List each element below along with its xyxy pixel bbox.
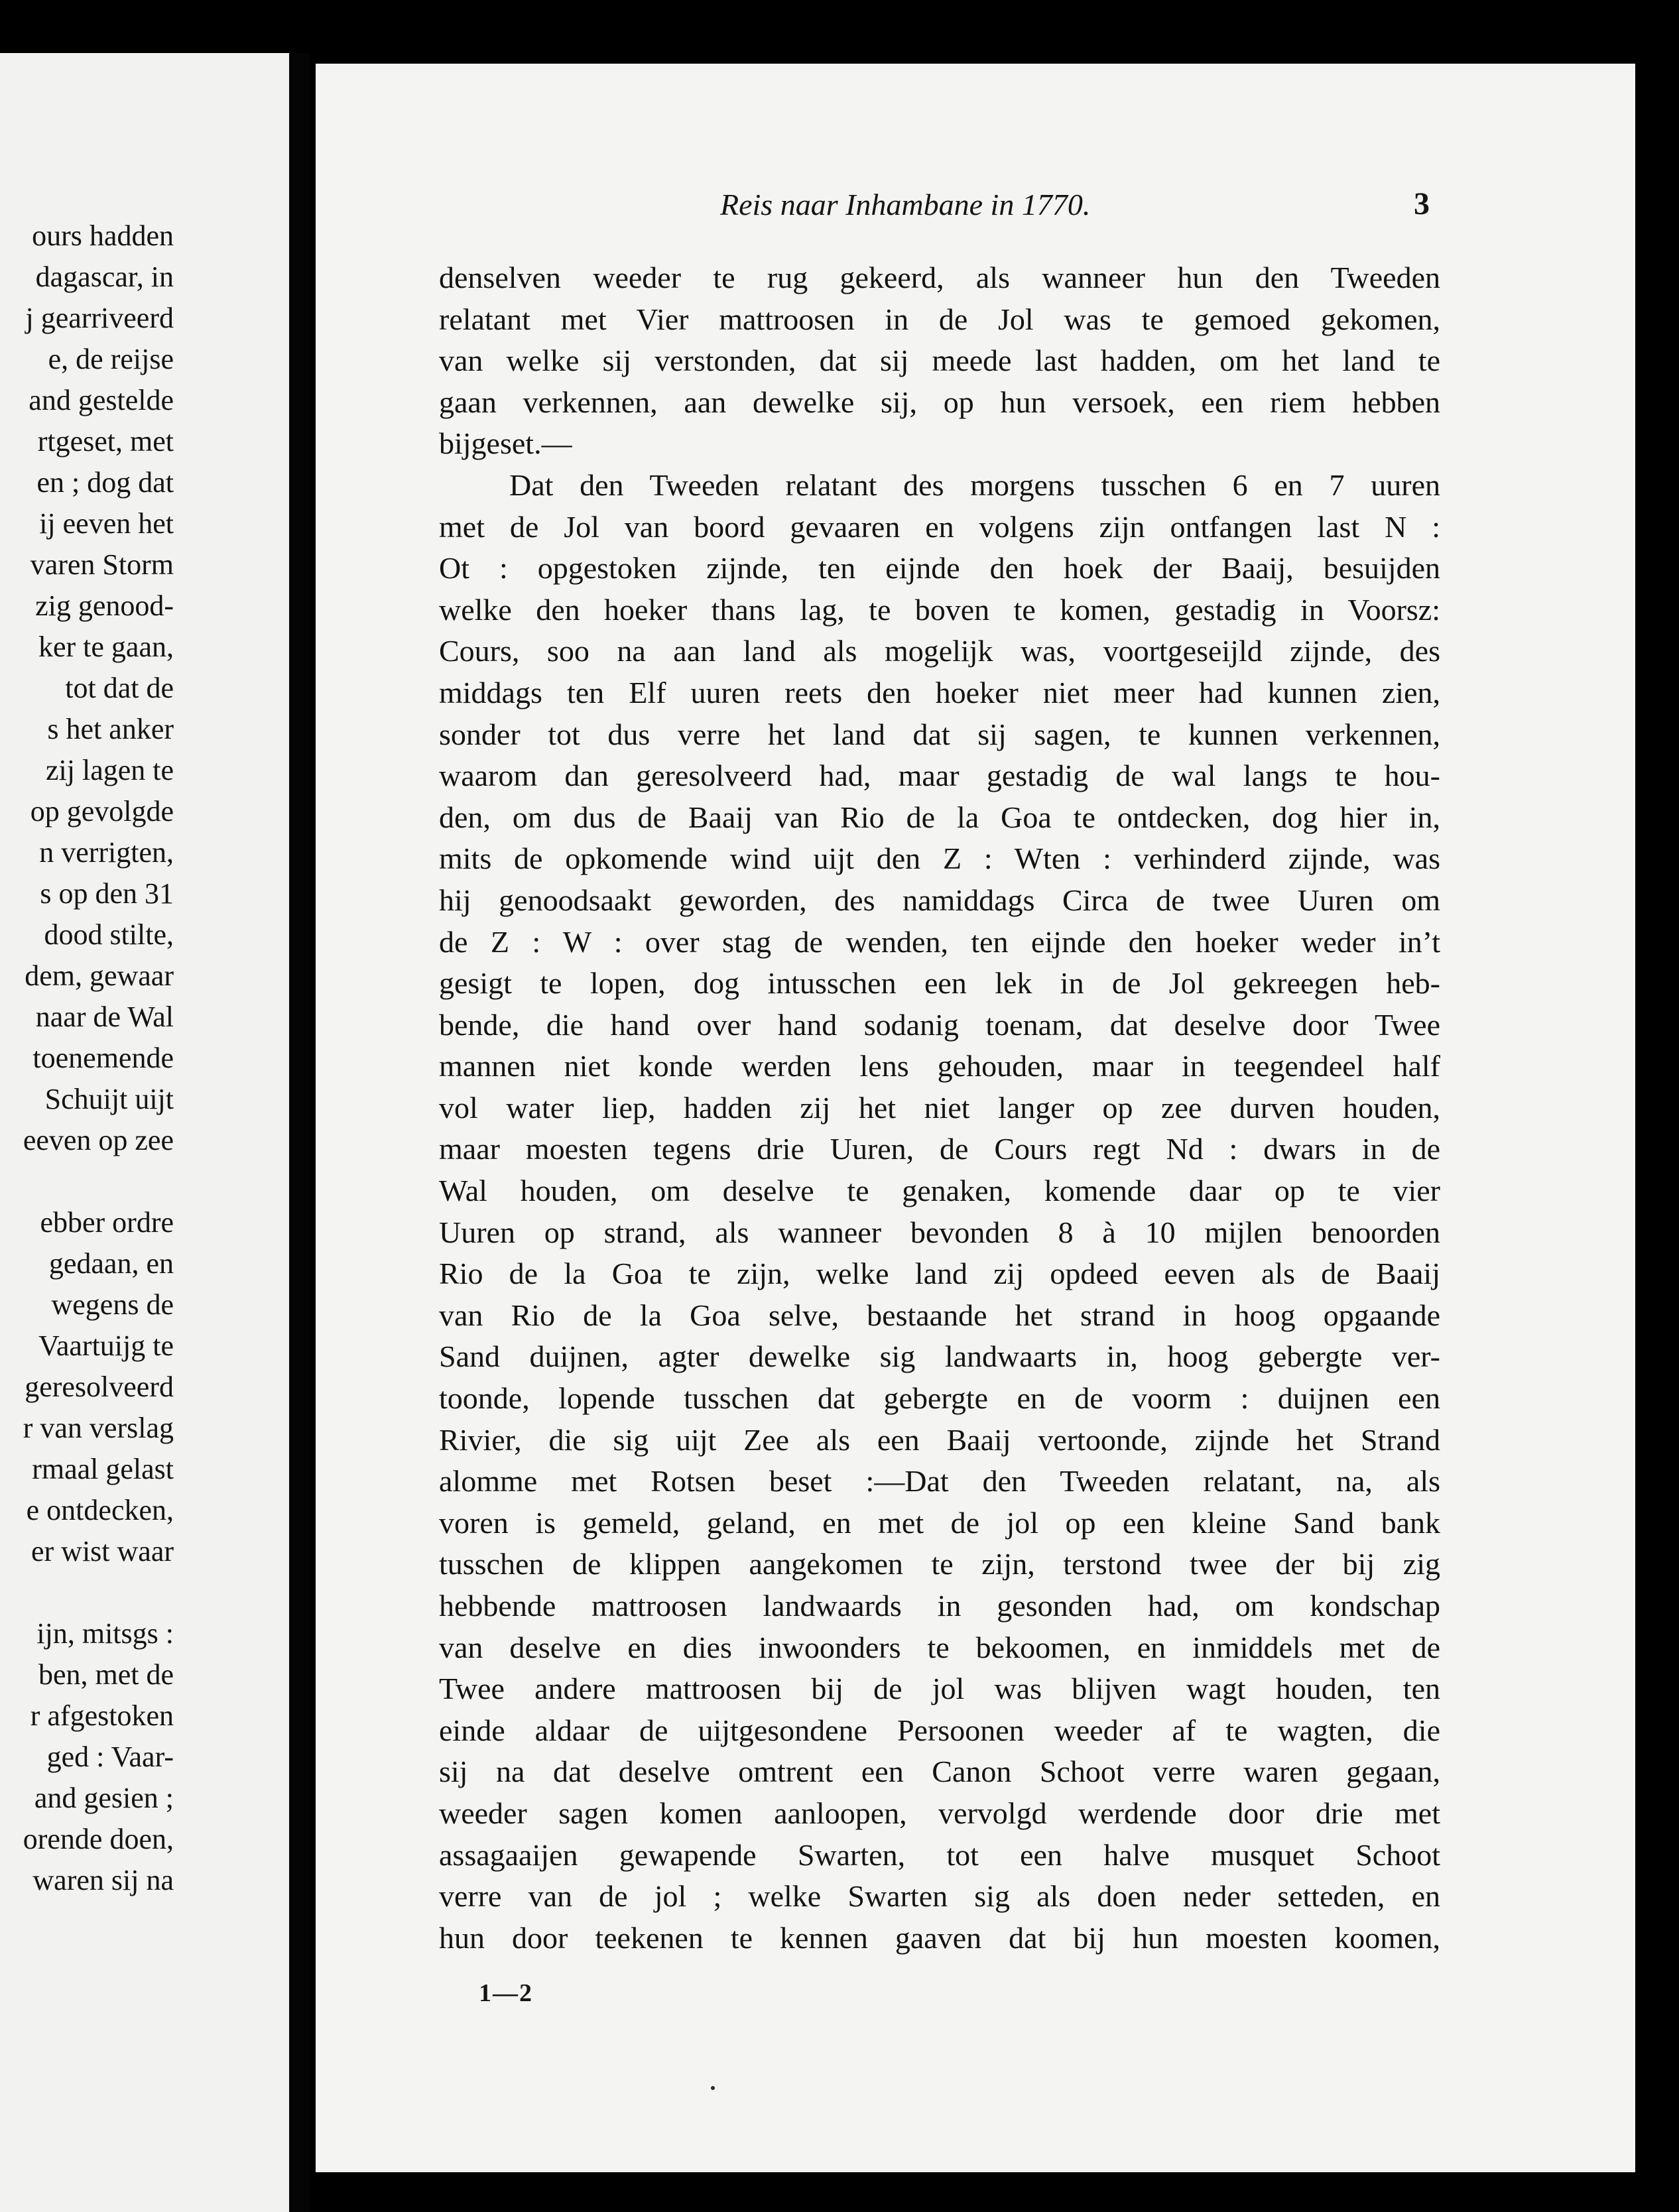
previous-page-line: naar de Wal (35, 1001, 174, 1033)
body-text (439, 257, 1440, 1959)
previous-page-line: e ontdecken, (26, 1494, 174, 1526)
text-line: mits de opkomende wind uijt den Z : Wten : verhinderd zijnde, was (439, 841, 1440, 876)
text-line: van Rio de la Goa selve, bestaande het strand in hoog opgaande (439, 1298, 1440, 1332)
text-line: Rivier, die sig uijt Zee als een Baaij vertoonde, zijnde het Strand (439, 1422, 1440, 1457)
text-line: einde aldaar de uijtgesondene Persoonen weeder af te wagten, die (439, 1713, 1440, 1747)
current-page (316, 64, 1635, 2172)
text-line: waarom dan geresolveerd had, maar gestadig de wal langs te hou- (439, 759, 1440, 793)
print-speck (711, 2086, 715, 2090)
text-line: vol water liep, hadden zij het niet langer op zee durven houden, (439, 1090, 1440, 1125)
text-line: denselven weeder te rug gekeerd, als wanneer hun den Tweeden (439, 261, 1440, 294)
previous-page-line: Vaartuijg te (38, 1329, 174, 1362)
previous-page-line: tot dat de (65, 672, 174, 704)
previous-page-line: Schuijt uijt (44, 1083, 174, 1115)
previous-page-line: r afgestoken (30, 1699, 174, 1732)
text-line: tusschen de klippen aangekomen te zijn, terstond twee der bij zig (439, 1547, 1440, 1581)
previous-page-line: n verrigten, (39, 836, 174, 869)
previous-page-line: ebber ordre (40, 1206, 174, 1239)
signature-mark: 1—2 (479, 1979, 533, 2007)
previous-page-line: orende doen, (23, 1823, 174, 1855)
previous-page-line: eeven op zee (23, 1124, 174, 1156)
text-line: Sand duijnen, agter dewelke sig landwaarts in, hoog gebergte ver- (439, 1339, 1440, 1374)
previous-page-line (23, 1572, 174, 1613)
previous-page-line: and gesien ; (34, 1782, 174, 1814)
text-line: hebbende mattroosen landwaards in gesonden had, om kondschap (439, 1589, 1440, 1623)
text-line: Rio de la Goa te zijn, welke land zij opdeed eeven als de Baaij (439, 1257, 1440, 1291)
previous-page-line: zig genood- (35, 589, 174, 622)
text-line: verre van de jol ; welke Swarten sig als doen neder setteden, en (439, 1879, 1440, 1914)
previous-page-line: zij lagen te (45, 754, 174, 786)
text-line: voren is gemeld, geland, en met de jol op een kleine Sand bank (439, 1505, 1440, 1540)
previous-page-line: wegens de (51, 1288, 174, 1321)
previous-page-line: en ; dog dat (36, 466, 174, 499)
previous-page-line: ged : Vaar- (46, 1741, 174, 1773)
previous-page-line: s op den 31 (40, 877, 174, 910)
previous-page-line: e, de reijse (48, 343, 174, 375)
previous-page-line (23, 1161, 174, 1202)
previous-page-line: op gevolgde (30, 795, 174, 828)
text-line: gaan verkennen, aan dewelke sij, op hun versoek, een riem hebben (439, 385, 1440, 419)
text-line: bende, die hand over hand sodanig toenam, dat deselve door Twee (439, 1007, 1440, 1042)
running-head: Reis naar Inhambane in 1770. (720, 188, 1091, 221)
text-line: Dat den Tweeden relatant des morgens tusschen 6 en 7 uuren (509, 467, 1440, 502)
text-line: mannen niet konde werden lens gehouden, maar in teegendeel half (439, 1049, 1440, 1083)
previous-page-line: j gearriveerd (25, 302, 174, 334)
text-line: gesigt te lopen, dog intusschen een lek in de Jol gekreegen heb- (439, 966, 1440, 1001)
previous-page-line: ker te gaan, (38, 631, 174, 663)
previous-page-line: varen Storm (30, 548, 174, 581)
previous-page-line: ben, met de (38, 1658, 174, 1691)
text-line: bijgeset.— (439, 426, 572, 461)
text-line: relatant met Vier mattroosen in de Jol was te gemoed gekomen, (439, 302, 1440, 336)
previous-page-line: dood stilte, (44, 918, 174, 951)
text-line: den, om dus de Baaij van Rio de la Goa te ontdecken, dog hier in, (439, 800, 1440, 834)
text-line: Wal houden, om deselve te genaken, komende daar op te vier (439, 1174, 1440, 1208)
text-line: alomme met Rotsen beset :—Dat den Tweeden relatant, na, als (439, 1464, 1440, 1499)
text-line: maar moesten tegens drie Uuren, de Cours regt Nd : dwars in de (439, 1132, 1440, 1166)
text-line: met de Jol van boord gevaaren en volgens zijn ontfangen last N : (439, 509, 1440, 544)
previous-page-line: ours hadden (32, 219, 174, 252)
text-line: sij na dat deselve omtrent een Canon Schoot verre waren gegaan, (439, 1754, 1440, 1789)
book-gutter (289, 53, 309, 2212)
text-line: Twee andere mattroosen bij de jol was blijven wagt houden, ten (439, 1672, 1440, 1706)
text-line: hij genoodsaakt geworden, des namiddags Circa de twee Uuren om (439, 883, 1440, 917)
text-line: welke den hoeker thans lag, te boven te komen, gestadig in Voorsz: (439, 592, 1440, 627)
text-line: toonde, lopende tusschen dat gebergte en de voorm : duijnen een (439, 1381, 1440, 1416)
previous-page (0, 53, 300, 2212)
previous-page-line: dem, gewaar (25, 959, 174, 992)
text-line: hun door teekenen te kennen gaaven dat bij hun moesten koomen, (439, 1920, 1440, 1955)
text-line: van deselve en dies inwoonders te bekoomen, en inmiddels met de (439, 1630, 1440, 1664)
previous-page-line: geresolveerd (25, 1371, 174, 1403)
text-line: assagaaijen gewapende Swarten, tot een halve musquet Schoot (439, 1837, 1440, 1872)
text-line: Uuren op strand, als wanneer bevonden 8 à 10 mijlen benoorden (439, 1215, 1440, 1249)
previous-page-line: ij eeven het (39, 507, 174, 540)
previous-page-text (23, 215, 174, 1901)
previous-page-line: rmaal gelast (32, 1453, 174, 1485)
text-line: de Z : W : over stag de wenden, ten eijnde den hoeker weder in’t (439, 924, 1440, 959)
text-line: middags ten Elf uuren reets den hoeker niet meer had kunnen zien, (439, 675, 1440, 709)
previous-page-line: dagascar, in (35, 261, 174, 293)
page-number: 3 (1414, 186, 1430, 221)
text-line: sonder tot dus verre het land dat sij sagen, te kunnen verkennen, (439, 717, 1440, 751)
previous-page-line: r van verslag (23, 1412, 174, 1444)
text-line: weeder sagen komen aanloopen, vervolgd werdende door drie met (439, 1796, 1440, 1830)
previous-page-line: rtgeset, met (37, 425, 174, 458)
previous-page-line: ijn, mitsgs : (36, 1617, 174, 1650)
text-line: van welke sij verstonden, dat sij meede last hadden, om het land te (439, 343, 1440, 378)
previous-page-line: gedaan, en (48, 1247, 174, 1280)
previous-page-line: er wist waar (31, 1535, 174, 1567)
previous-page-line: and gestelde (29, 384, 174, 416)
previous-page-line: waren sij na (32, 1864, 174, 1896)
text-line: Ot : opgestoken zijnde, ten eijnde den hoek der Baaij, besuijden (439, 551, 1440, 585)
text-line: Cours, soo na aan land als mogelijk was, voortgeseijld zijnde, des (439, 634, 1440, 668)
previous-page-line: toenemende (32, 1042, 174, 1074)
previous-page-line: s het anker (47, 713, 174, 745)
